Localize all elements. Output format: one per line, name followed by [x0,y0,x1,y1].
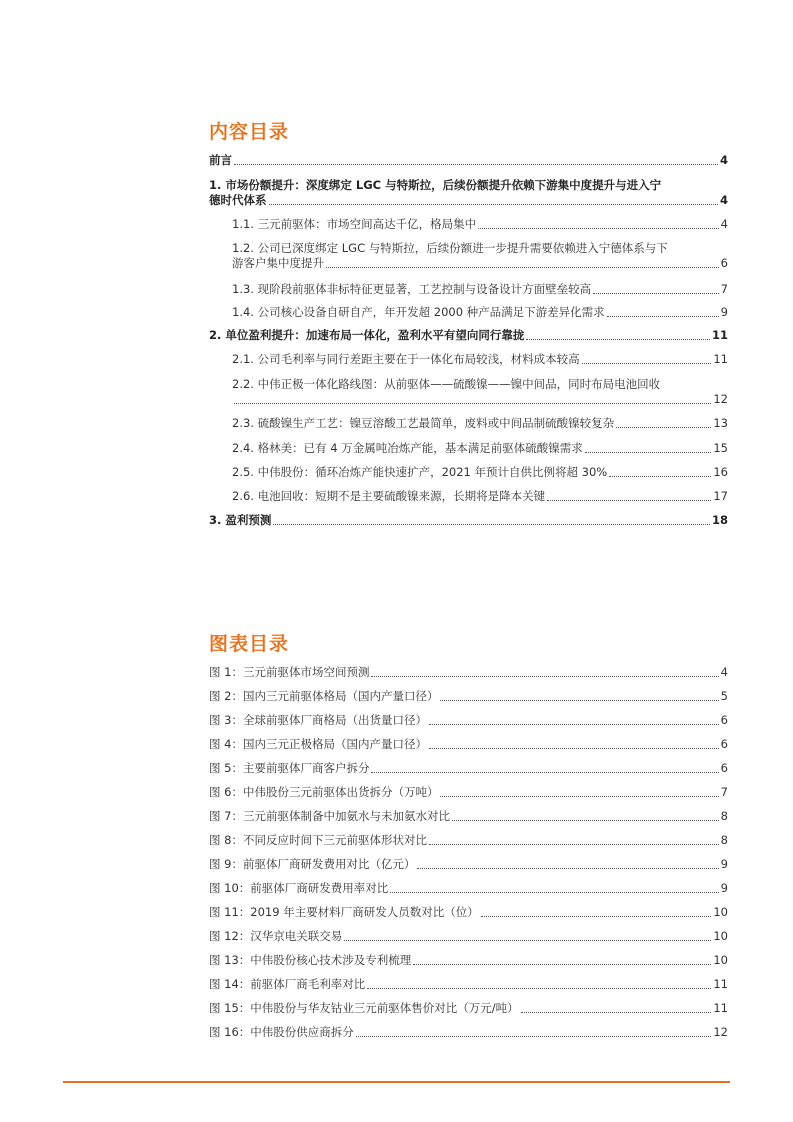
toc-page-number: 17 [713,489,728,503]
figure-entry-text: 图 1：三元前驱体市场空间预测 [209,665,370,679]
toc-page-number: 9 [720,305,728,319]
dot-leader [356,1036,712,1037]
toc-entry-text: 1.3. 现阶段前驱体非标特征更显著，工艺控制与设备设计方面壁垒较高 [232,282,592,296]
toc-entry[interactable] [209,153,728,168]
figure-entry-text: 图 3：全球前驱体厂商格局（出货量口径） [209,713,427,727]
toc-entry[interactable] [209,513,728,528]
toc-entry-text: 前言 [209,153,232,167]
toc-page-number: 11 [711,328,728,342]
figure-entry-text: 图 13：中伟股份核心技术涉及专利梳理 [209,953,412,967]
figure-entry-text: 图 8：不同反应时间下三元前驱体形状对比 [209,833,427,847]
figure-entry[interactable] [209,905,728,920]
toc-entry-text: 1.4. 公司核心设备自研自产，年开发超 2000 种产品满足下游差异化需求 [232,305,605,319]
figure-entry[interactable] [209,809,728,824]
figure-page-number: 9 [720,857,728,871]
dot-leader [593,293,719,294]
figure-entry-text: 图 12：汉华京电关联交易 [209,929,343,943]
figure-page-number: 5 [720,689,728,703]
toc-entry-text: 1. 市场份额提升：深度绑定 LGC 与特斯拉，后续份额提升依赖下游集中度提升与进入宁 [209,178,662,192]
figure-entry[interactable] [209,977,728,992]
toc-page-number: 6 [720,256,728,270]
toc-page-number: 4 [719,153,728,167]
toc-entry[interactable] [232,465,728,480]
toc-entry-text: 2.6. 电池回收：短期不是主要硫酸镍来源，长期将是降本关键 [232,489,546,503]
toc-entry[interactable] [232,305,728,320]
toc-entry[interactable] [232,489,728,504]
figure-entry-text: 图 10：前驱体厂商研发费用率对比 [209,881,389,895]
toc-page-number: 16 [713,465,728,479]
figure-entry-text: 图 4：国内三元正极格局（国内产量口径） [209,737,427,751]
figure-entry-text: 图 16：中伟股份供应商拆分 [209,1025,354,1039]
contents-title: 内容目录 [209,121,290,143]
toc-entry-text: 2.5. 中伟股份：循环冶炼产能快速扩产，2021 年预计自供比例将超 30% [232,465,608,479]
figure-page-number: 9 [720,881,728,895]
toc-entry-text: 2.4. 格林美：已有 4 万金属吨冶炼产能，基本满足前驱体硫酸镍需求 [232,441,583,455]
dot-leader [429,724,719,725]
figure-page-number: 6 [720,761,728,775]
figure-entry[interactable] [209,929,728,944]
figure-entry[interactable] [209,689,728,704]
toc-page-number: 11 [713,352,728,366]
figure-page-number: 11 [713,1001,728,1015]
toc-page-number: 7 [720,282,728,296]
figure-entry[interactable] [209,1025,728,1040]
dot-leader [234,164,718,165]
figure-entry-text: 图 9：前驱体厂商研发费用对比（亿元） [209,857,416,871]
dot-leader [413,964,711,965]
toc-page-number: 18 [711,513,728,527]
figure-entry[interactable] [209,1001,728,1016]
toc-entry-text: 2. 单位盈利提升：加速布局一体化，盈利水平有望向同行靠拢 [209,328,525,342]
figure-entry[interactable] [209,761,728,776]
footer-rule [63,1081,730,1083]
dot-leader [269,204,718,205]
figure-entry[interactable] [209,713,728,728]
dot-leader [440,700,718,701]
figure-entry[interactable] [209,881,728,896]
figure-page-number: 10 [713,953,728,967]
dot-leader [526,339,710,340]
toc-entry-text: 1.1. 三元前驱体：市场空间高达千亿，格局集中 [232,217,477,231]
figure-page-number: 4 [720,665,728,679]
figure-entry-text: 图 11：2019 年主要材料厂商研发人员数对比（位） [209,905,479,919]
toc-page-number: 13 [713,416,728,430]
dot-leader [585,452,712,453]
figure-entry-text: 图 14：前驱体厂商毛利率对比 [209,977,366,991]
dot-leader [371,676,718,677]
toc-entry[interactable] [209,178,728,208]
dot-leader [616,427,711,428]
toc-entry[interactable] [232,241,728,271]
figure-page-number: 7 [720,785,728,799]
dot-leader [367,988,711,989]
toc-entry-text-cont: 游客户集中度提升 [232,256,324,270]
figure-page-number: 6 [720,713,728,727]
figures-title: 图表目录 [209,633,290,655]
figure-entry[interactable] [209,953,728,968]
dot-leader [429,844,719,845]
dot-leader [417,868,718,869]
dot-leader [390,892,718,893]
figure-entry[interactable] [209,785,728,800]
toc-entry[interactable] [232,416,728,431]
toc-entry-text: 2.2. 中伟正极一体化路线图：从前驱体——硫酸镍——镍中间品，同时布局电池回收 [232,377,661,391]
toc-entry[interactable] [232,217,728,232]
dot-leader [452,820,719,821]
dot-leader [273,524,710,525]
dot-leader [547,500,711,501]
toc-entry[interactable] [232,282,728,297]
dot-leader [234,403,711,404]
toc-page-number: 4 [720,217,728,231]
toc-entry-text-cont: 德时代体系 [209,193,267,207]
figure-page-number: 6 [720,737,728,751]
figure-entry-text: 图 6：中伟股份三元前驱体出货拆分（万吨） [209,785,439,799]
toc-entry[interactable] [232,441,728,456]
dot-leader [440,796,718,797]
figure-page-number: 8 [720,833,728,847]
figure-entry-text: 图 7：三元前驱体制备中加氨水与未加氨水对比 [209,809,450,823]
figure-page-number: 12 [713,1025,728,1039]
toc-entry[interactable] [232,352,728,367]
figure-page-number: 10 [713,929,728,943]
figure-entry[interactable] [209,665,728,680]
figure-entry[interactable] [209,737,728,752]
toc-page-number: 12 [713,392,728,406]
dot-leader [344,940,711,941]
toc-entry-text: 2.1. 公司毛利率与同行差距主要在于一体化布局较浅，材料成本较高 [232,352,580,366]
figure-entry-text: 图 2：国内三元前驱体格局（国内产量口径） [209,689,439,703]
dot-leader [609,476,711,477]
toc-entry-text: 2.3. 硫酸镍生产工艺：镍豆溶酸工艺最简单，废料或中间品制硫酸镍较复杂 [232,416,615,430]
figure-entry-text: 图 15：中伟股份与华友钴业三元前驱体售价对比（万元/吨） [209,1001,519,1015]
figure-page-number: 10 [713,905,728,919]
dot-leader [582,363,712,364]
toc-entry[interactable] [209,328,728,343]
toc-page-number: 15 [713,441,728,455]
figure-entry[interactable] [209,857,728,872]
figure-page-number: 11 [713,977,728,991]
dot-leader [481,916,712,917]
toc-entry[interactable] [232,377,728,407]
toc-page-number: 4 [719,193,728,207]
dot-leader [478,228,719,229]
dot-leader [429,748,719,749]
dot-leader [371,772,718,773]
toc-entry-text: 3. 盈利预测 [209,513,272,527]
dot-leader [326,267,719,268]
figure-entry[interactable] [209,833,728,848]
dot-leader [607,316,719,317]
dot-leader [521,1012,712,1013]
figure-entry-text: 图 5：主要前驱体厂商客户拆分 [209,761,370,775]
toc-entry-text: 1.2. 公司已深度绑定 LGC 与特斯拉，后续份额进一步提升需要依赖进入宁德体系与下 [232,241,668,255]
figure-page-number: 8 [720,809,728,823]
